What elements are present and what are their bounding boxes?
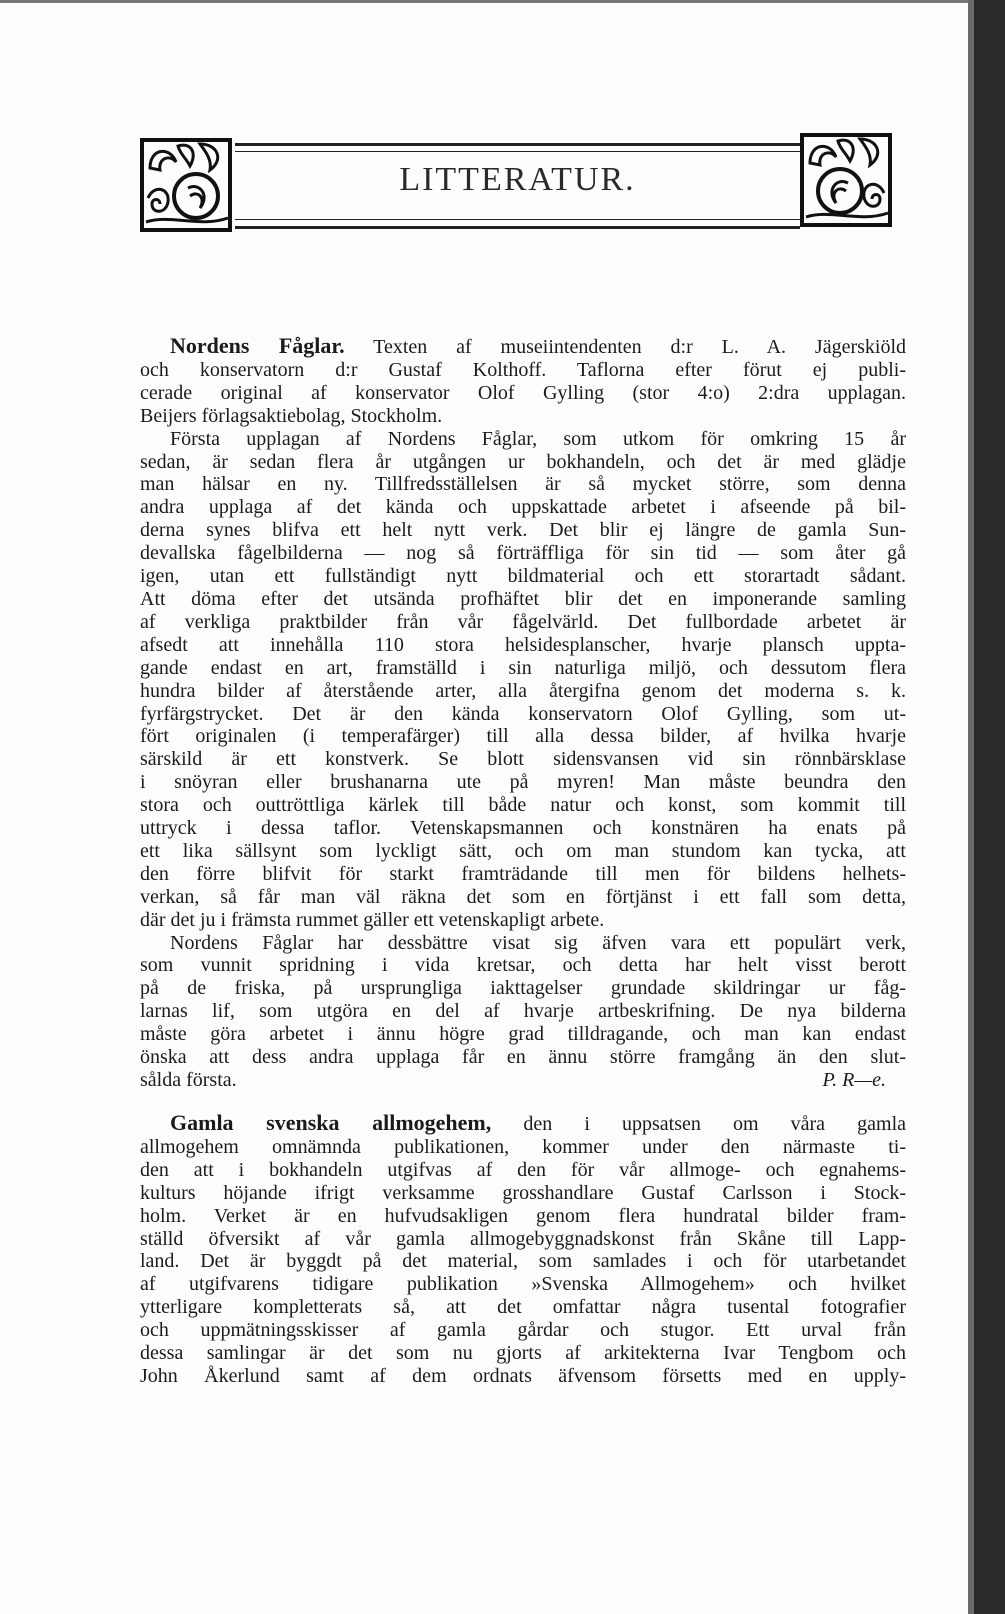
line-text: Beijers förlagsaktiebolag, Stockholm.: [140, 404, 443, 427]
text-line: [140, 1250, 906, 1273]
text-line: [140, 496, 906, 519]
text-line: [140, 565, 906, 588]
line-text: måste göra arbetet i ännu högre grad tilldragande, och man kan endast: [140, 1023, 906, 1046]
text-line: [140, 1296, 906, 1319]
line-text: ett lika sällsynt som lyckligt sätt, och om man stundom kan tycka, att: [140, 839, 906, 862]
text-line: [140, 382, 906, 405]
line-text: af verkliga praktbilder från vår fågelvärld. Det fullbordade arbetet är: [140, 610, 906, 633]
text-line: [140, 1205, 906, 1228]
text-line: [140, 1228, 906, 1251]
text-line: [140, 634, 906, 657]
text-line: [140, 405, 906, 428]
text-line: [140, 886, 906, 909]
line-text: dessa samlingar är det som nu gjorts af arkitekterna Ivar Tengbom och: [140, 1342, 906, 1365]
text-line: [140, 335, 906, 359]
line-text: man hälsar en ny. Tillfredsställelsen är så mycket större, som denna: [140, 473, 906, 496]
line-text: ställd öfversikt af vår gamla allmogebyggnadskonst från Skåne till Lapp-: [140, 1227, 906, 1250]
header-rule: [235, 151, 800, 152]
line-text: cerade original af konservator Olof Gylling (stor 4:o) 2:dra upplagan.: [140, 381, 906, 404]
line-text: Texten af museiintendenten d:r L. A. Jägerskiöld: [373, 336, 906, 358]
text-line: [140, 359, 906, 382]
text-line: [140, 1112, 906, 1136]
text-line: [140, 909, 906, 932]
floral-ornament-icon: [800, 133, 892, 227]
line-text: af utgifvarens tidigare publikation »Svenska Allmogehem» och hvilket: [140, 1273, 906, 1296]
header-rule: [235, 143, 800, 146]
text-line: [140, 1159, 906, 1182]
line-text: afsedt att innehålla 110 stora helsidesplanscher, hvarje plansch uppta-: [140, 633, 906, 656]
line-text: larnas lif, som utgöra en del af hvarje artbeskrifning. De nya bilderna: [140, 1000, 906, 1023]
page-title: LITTERATUR.: [399, 161, 636, 198]
text-line: [140, 794, 906, 817]
text-line: [140, 1273, 906, 1296]
line-text: den i uppsatsen om våra gamla: [523, 1113, 906, 1135]
line-text: särskild är ett konstverk. Se blott sidensvansen vid sin rönnbärsklase: [140, 748, 906, 771]
line-text: där det ju i främsta rummet gäller ett vetenskapligt arbete.: [140, 908, 605, 931]
text-line: [140, 1046, 906, 1069]
line-text: sedan, är sedan flera år utgången ur bokhandeln, och det är med glädje: [140, 450, 906, 473]
text-line: [140, 588, 906, 611]
article-heading: Nordens Fåglar.: [170, 333, 345, 358]
text-line: [140, 840, 906, 863]
text-line: [140, 703, 906, 726]
text-line: [140, 954, 906, 977]
header-rule: [235, 219, 800, 220]
line-text: igen, utan ett fullständigt nytt bildmaterial och ett storartadt sådant.: [140, 565, 906, 588]
text-line: [140, 1182, 906, 1205]
line-text: Nordens Fåglar har dessbättre visat sig äfven vara ett populärt verk,: [170, 931, 906, 954]
text-line: [140, 771, 906, 794]
text-line: [140, 977, 906, 1000]
line-text: ytterligare kompletterats så, att det omfattar några tusental fotografier: [140, 1296, 906, 1319]
text-line: [140, 1023, 906, 1046]
line-text: kulturs höjande ifrigt verksamme grosshandlare Gustaf Carlsson i Stock-: [140, 1181, 906, 1204]
line-text: och uppmätningsskisser af gamla gårdar och stugor. Ett urval från: [140, 1319, 906, 1342]
line-text: den förre blifvit för starkt framträdande till men för bildens helhets-: [140, 862, 906, 885]
header-rule: [235, 226, 800, 229]
line-text: den att i bokhandeln utgifvas af den för vår allmoge- och egnahems-: [140, 1158, 906, 1181]
text-line: [140, 1000, 906, 1023]
line-text: hundra bilder af återstående arter, alla återgifna genom det moderna s. k.: [140, 679, 906, 702]
text-line: [140, 542, 906, 565]
line-text: önska att dess andra upplaga får en ännu större framgång än den slut-: [140, 1046, 906, 1069]
line-text: Att döma efter det utsända profhäftet blir det en imponerande samling: [140, 587, 906, 610]
signature: P. R—e.: [822, 1069, 886, 1091]
line-text: fyrfärgstrycket. Det är den kända konservatorn Olof Gylling, som ut-: [140, 702, 906, 725]
line-text: devallska fågelbilderna — nog så förträffliga för sin tid — som åter gå: [140, 542, 906, 565]
text-line: [140, 1319, 906, 1342]
line-text: stora och outtröttliga kärlek till både natur och konst, som kommit till: [140, 794, 906, 817]
line-text: som vunnit spridning i vida kretsar, och detta har helt visst berott: [140, 954, 906, 977]
section-header: [140, 133, 892, 235]
line-text: sålda första.: [140, 1069, 237, 1091]
text-line: [140, 932, 906, 955]
text-line: [140, 1342, 906, 1365]
line-text: allmogehem omnämnda publikationen, kommer under den närmaste ti-: [140, 1135, 906, 1158]
line-text: på de friska, på ursprungliga iakttagelser grundade skildringar ur fåg-: [140, 977, 906, 1000]
text-line: [140, 863, 906, 886]
floral-ornament-icon: [140, 138, 232, 232]
line-text: verkan, så får man väl räkna det som en förtjänst i ett fall som detta,: [140, 885, 906, 908]
line-text: John Åkerlund samt af dem ordnats äfvensom försetts med en upply-: [140, 1364, 906, 1387]
text-line: [140, 428, 906, 451]
line-text: land. Det är byggdt på det material, som samlades i och för utarbetandet: [140, 1250, 906, 1273]
text-line: [140, 611, 906, 634]
line-text: Första upplagan af Nordens Fåglar, som utkom för omkring 15 år: [170, 427, 906, 450]
article-gamla-svenska-allmogehem: [140, 1112, 906, 1388]
text-line: [140, 451, 906, 474]
line-text: i snöyran eller brushanarna ute på myren! Man måste beundra den: [140, 771, 906, 794]
line-text: uttryck i dessa taflor. Vetenskapsmannen och konstnären ha enats på: [140, 817, 906, 840]
text-line: [140, 725, 906, 748]
text-line: [140, 1365, 906, 1388]
line-text: derna synes blifva ett helt nytt verk. Det blir ej längre de gamla Sun-: [140, 519, 906, 542]
scan-edge-top: [0, 0, 968, 3]
text-line: [140, 473, 906, 496]
text-line: [140, 748, 906, 771]
line-text: och konservatorn d:r Gustaf Kolthoff. Taflorna efter förut ej publi-: [140, 358, 906, 381]
article-nordens-faglar: [140, 335, 906, 1092]
article-heading: Gamla svenska allmogehem,: [170, 1110, 492, 1135]
text-line: [140, 817, 906, 840]
text-line: [140, 1069, 906, 1092]
line-text: andra upplaga af det kända och uppskattade arbetet i afseende på bil-: [140, 496, 906, 519]
text-line: [140, 657, 906, 680]
line-text: fört originalen (i temperafärger) till alla dessa bilder, af hvilka hvarje: [140, 725, 906, 748]
text-line: [140, 680, 906, 703]
text-line: [140, 519, 906, 542]
line-text: holm. Verket är en hufvudsakligen genom flera hundratal bilder fram-: [140, 1204, 906, 1227]
scan-edge-right: [968, 0, 1005, 1614]
text-line: [140, 1136, 906, 1159]
line-text: gande endast en art, framställd i sin naturliga miljö, och dessutom flera: [140, 656, 906, 679]
